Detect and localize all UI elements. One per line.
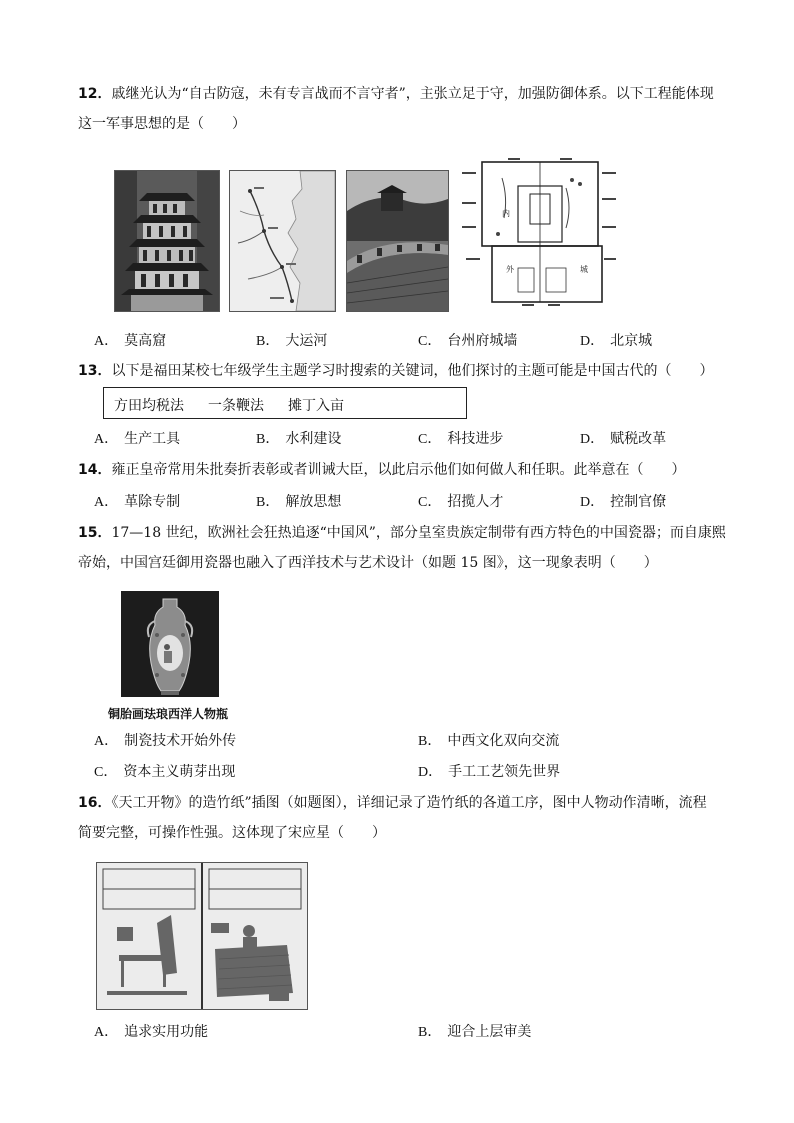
option-c[interactable]: C． 科技进步: [418, 431, 504, 447]
option-c[interactable]: C． 招揽人才: [418, 494, 504, 510]
mogao-photo: [114, 170, 220, 312]
question-number: 14．: [78, 462, 112, 478]
question-16: [78, 788, 748, 848]
question-15: [78, 518, 748, 578]
option-a[interactable]: A． 革除专制: [94, 494, 181, 510]
vase-photo: [121, 591, 219, 697]
question-number: 13．: [78, 363, 112, 379]
question-14: [78, 455, 748, 485]
papermaking-illustration: [96, 862, 308, 1010]
question-text: 17—18 世纪，欧洲社会狂热追逐“中国风”，部分皇室贵族定制带有西方特色的中国瓷器；而自康熙: [111, 525, 726, 541]
option-d[interactable]: D． 手工工艺领先世界: [418, 764, 561, 780]
option-a[interactable]: A． 制瓷技术开始外传: [94, 733, 237, 749]
city-wall-photo: [346, 170, 449, 312]
question-text: 简要完整，可操作性强。这体现了宋应星（ ）: [78, 825, 386, 841]
option-b[interactable]: B． 水利建设: [256, 431, 342, 447]
vase-caption: 铜胎画珐琅西洋人物瓶: [108, 707, 229, 721]
option-d[interactable]: D． 北京城: [580, 333, 653, 349]
option-b[interactable]: B． 大运河: [256, 333, 328, 349]
canal-map-illustration: [230, 171, 335, 311]
vase-illustration: [121, 591, 219, 697]
question-text: 雍正皇帝常用朱批奏折表彰或者训诫大臣，以此启示他们如何做人和任职。此举意在（ ）: [111, 462, 686, 478]
canal-map: [229, 170, 336, 312]
option-c[interactable]: C． 资本主义萌芽出现: [94, 764, 236, 780]
question-12: [78, 79, 748, 139]
beijing-map: [462, 158, 616, 310]
question-text: 帝始，中国宫廷御用瓷器也融入了西洋技术与艺术设计（如题 15 图》，这一现象表明（ ）: [78, 555, 658, 571]
option-c[interactable]: C． 台州府城墙: [418, 333, 518, 349]
woodcut-illustration: [97, 863, 307, 1009]
option-d[interactable]: D． 赋税改革: [580, 431, 667, 447]
keyword-box: [103, 387, 467, 419]
option-b[interactable]: B． 解放思想: [256, 494, 342, 510]
question-text: 以下是福田某校七年级学生主题学习时搜索的关键词，他们探讨的主题可能是中国古代的（ ）: [111, 363, 714, 379]
question-13: [78, 356, 748, 386]
option-a[interactable]: A． 生产工具: [94, 431, 181, 447]
question-number: 16．: [78, 795, 112, 811]
keyword-3: 摊丁入亩: [288, 398, 344, 414]
option-a[interactable]: A． 追求实用功能: [94, 1024, 209, 1040]
option-b[interactable]: B． 中西文化双向交流: [418, 733, 560, 749]
question-text: 戚继光认为“自古防寇，未有专言战而不言守者”，主张立足于守，加强防御体系。以下工程能体现: [111, 86, 714, 102]
pagoda-illustration: [115, 171, 219, 311]
keyword-1: 方田均税法: [114, 398, 184, 414]
city-wall-illustration: [347, 171, 448, 311]
option-b[interactable]: B． 迎合上层审美: [418, 1024, 532, 1040]
map-label-outer: 外: [506, 265, 514, 274]
map-label-inner: 内: [502, 209, 510, 218]
keyword-2: 一条鞭法: [208, 398, 264, 414]
question-text: 这一军事思想的是（ ）: [78, 116, 246, 132]
question-number: 12．: [78, 86, 112, 102]
beijing-city-plan: [462, 158, 616, 310]
map-label-city: 城: [580, 265, 588, 274]
question-text: 《天工开物》的造竹纸”插图（如题图），详细记录了造竹纸的各道工序，图中人物动作清晰，流程: [111, 795, 707, 811]
option-d[interactable]: D． 控制官僚: [580, 494, 667, 510]
question-number: 15．: [78, 525, 112, 541]
option-a[interactable]: A． 莫高窟: [94, 333, 167, 349]
